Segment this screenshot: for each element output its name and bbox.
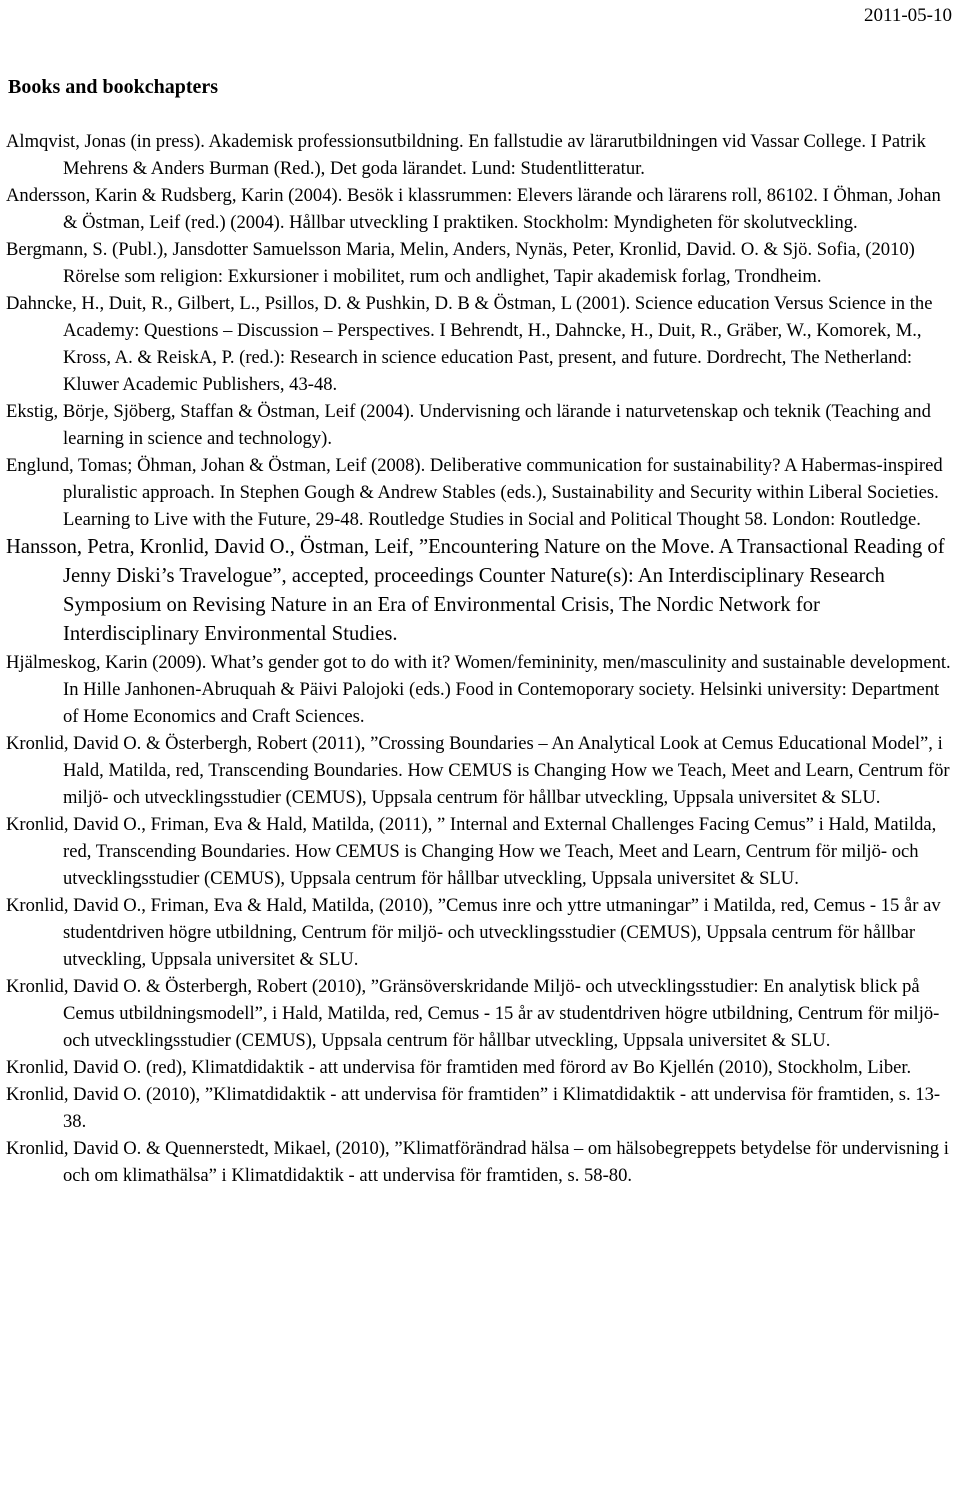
reference-item: Ekstig, Börje, Sjöberg, Staffan & Östman, Leif (2004). Undervisning och lärande i naturvetenskap och teknik (Teaching and learning in science and technology). <box>6 401 931 449</box>
reference-item: Hansson, Petra, Kronlid, David O., Östman, Leif, ”Encountering Nature on the Move. A Transactional Reading of Jenny Diski’s Travelogue”, accepted, proceedings Counter Nature(s): An Interdisciplinary Research Symposium on Revising Nature in an Era of Environmental Crisis, The Nordic Network for Interdisciplinary Environmental Studies. <box>6 536 945 645</box>
reference-item: Kronlid, David O., Friman, Eva & Hald, Matilda, (2010), ”Cemus inre och yttre utmaningar” i Matilda, red, Cemus - 15 år av studentdriven högre utbildning, Centrum för miljö- och utvecklingsstudier (CEMUS), Uppsala centrum för hållbar utveckling, Uppsala universitet & SLU. <box>6 895 941 970</box>
reference-item: Kronlid, David O., Friman, Eva & Hald, Matilda, (2011), ” Internal and External Challenges Facing Cemus” i Hald, Matilda, red, Transcending Boundaries. How CEMUS is Changing How we Teach, Meet and Learn, Centrum för miljö- och utvecklingsstudier (CEMUS), Uppsala centrum för hållbar utveckling, Uppsala universitet & SLU. <box>6 814 937 889</box>
page-date: 2011-05-10 <box>864 5 952 26</box>
reference-item: Hjälmeskog, Karin (2009). What’s gender got to do with it? Women/femininity, men/masculinity and sustainable development. In Hille Janhonen-Abruquah & Päivi Palojoki (eds.) Food in Contemoporary society. Helsinki university: Department of Home Economics and Craft Sciences. <box>6 652 951 727</box>
reference-item: Kronlid, David O. (red), Klimatdidaktik - att undervisa för framtiden med förord av Bo Kjellén (2010), Stockholm, Liber. <box>6 1057 912 1078</box>
section-heading: Books and bookchapters <box>8 76 219 98</box>
reference-list <box>6 128 956 1189</box>
reference-item: Kronlid, David O. & Österbergh, Robert (2010), ”Gränsöverskridande Miljö- och utvecklingsstudier: En analytisk blick på Cemus utbildningsmodell”, i Hald, Matilda, red, Cemus - 15 år av studentdriven högre utbildning, Centrum för miljö- och utvecklingsstudier (CEMUS), Uppsala centrum för hållbar utveckling, Uppsala universitet & SLU. <box>6 976 940 1051</box>
reference-item: Kronlid, David O. (2010), ”Klimatdidaktik - att undervisa för framtiden” i Klimatdidaktik - att undervisa för framtiden, s. 13-38. <box>6 1084 941 1132</box>
reference-item: Bergmann, S. (Publ.), Jansdotter Samuelsson Maria, Melin, Anders, Nynäs, Peter, Kronlid, David. O. & Sjö. Sofia, (2010) Rörelse som religion: Exkursioner i mobilitet, rum och andlighet, Tapir akademisk forlag, Trondheim. <box>6 239 915 287</box>
reference-item: Kronlid, David O. & Österbergh, Robert (2011), ”Crossing Boundaries – An Analytical Look at Cemus Educational Model”, i Hald, Matilda, red, Transcending Boundaries. How CEMUS is Changing How we Teach, Meet and Learn, Centrum för miljö- och utvecklingsstudier (CEMUS), Uppsala centrum för hållbar utveckling, Uppsala universitet & SLU. <box>6 733 950 808</box>
reference-item: Almqvist, Jonas (in press). Akademisk professionsutbildning. En fallstudie av lärarutbildningen vid Vassar College. I Patrik Mehrens & Anders Burman (Red.), Det goda lärandet. Lund: Studentlitteratur. <box>6 131 926 179</box>
reference-item: Andersson, Karin & Rudsberg, Karin (2004). Besök i klassrummen: Elevers lärande och lärarens roll, 86102. I Öhman, Johan & Östman, Leif (red.) (2004). Hållbar utveckling I praktiken. Stockholm: Myndigheten för skolutveckling. <box>6 185 941 233</box>
reference-item: Englund, Tomas; Öhman, Johan & Östman, Leif (2008). Deliberative communication for sustainability? A Habermas-inspired pluralistic approach. In Stephen Gough & Andrew Stables (eds.), Sustainability and Security within Liberal Societies. Learning to Live with the Future, 29-48. Routledge Studies in Social and Political Thought 58. London: Routledge. <box>6 455 943 530</box>
reference-item: Kronlid, David O. & Quennerstedt, Mikael, (2010), ”Klimatförändrad hälsa – om hälsobegreppets betydelse för undervisning i och om klimathälsa” i Klimatdidaktik - att undervisa för framtiden, s. 58-80. <box>6 1138 949 1186</box>
reference-item: Dahncke, H., Duit, R., Gilbert, L., Psillos, D. & Pushkin, D. B & Östman, L (2001). Science education Versus Science in the Academy: Questions – Discussion – Perspectives. I Behrendt, H., Dahncke, H., Duit, R., Gräber, W., Komorek, M., Kross, A. & ReiskA, P. (red.): Research in science education Past, present, and future. Dordrecht, The Netherland: Kluwer Academic Publishers, 43-48. <box>6 293 933 395</box>
